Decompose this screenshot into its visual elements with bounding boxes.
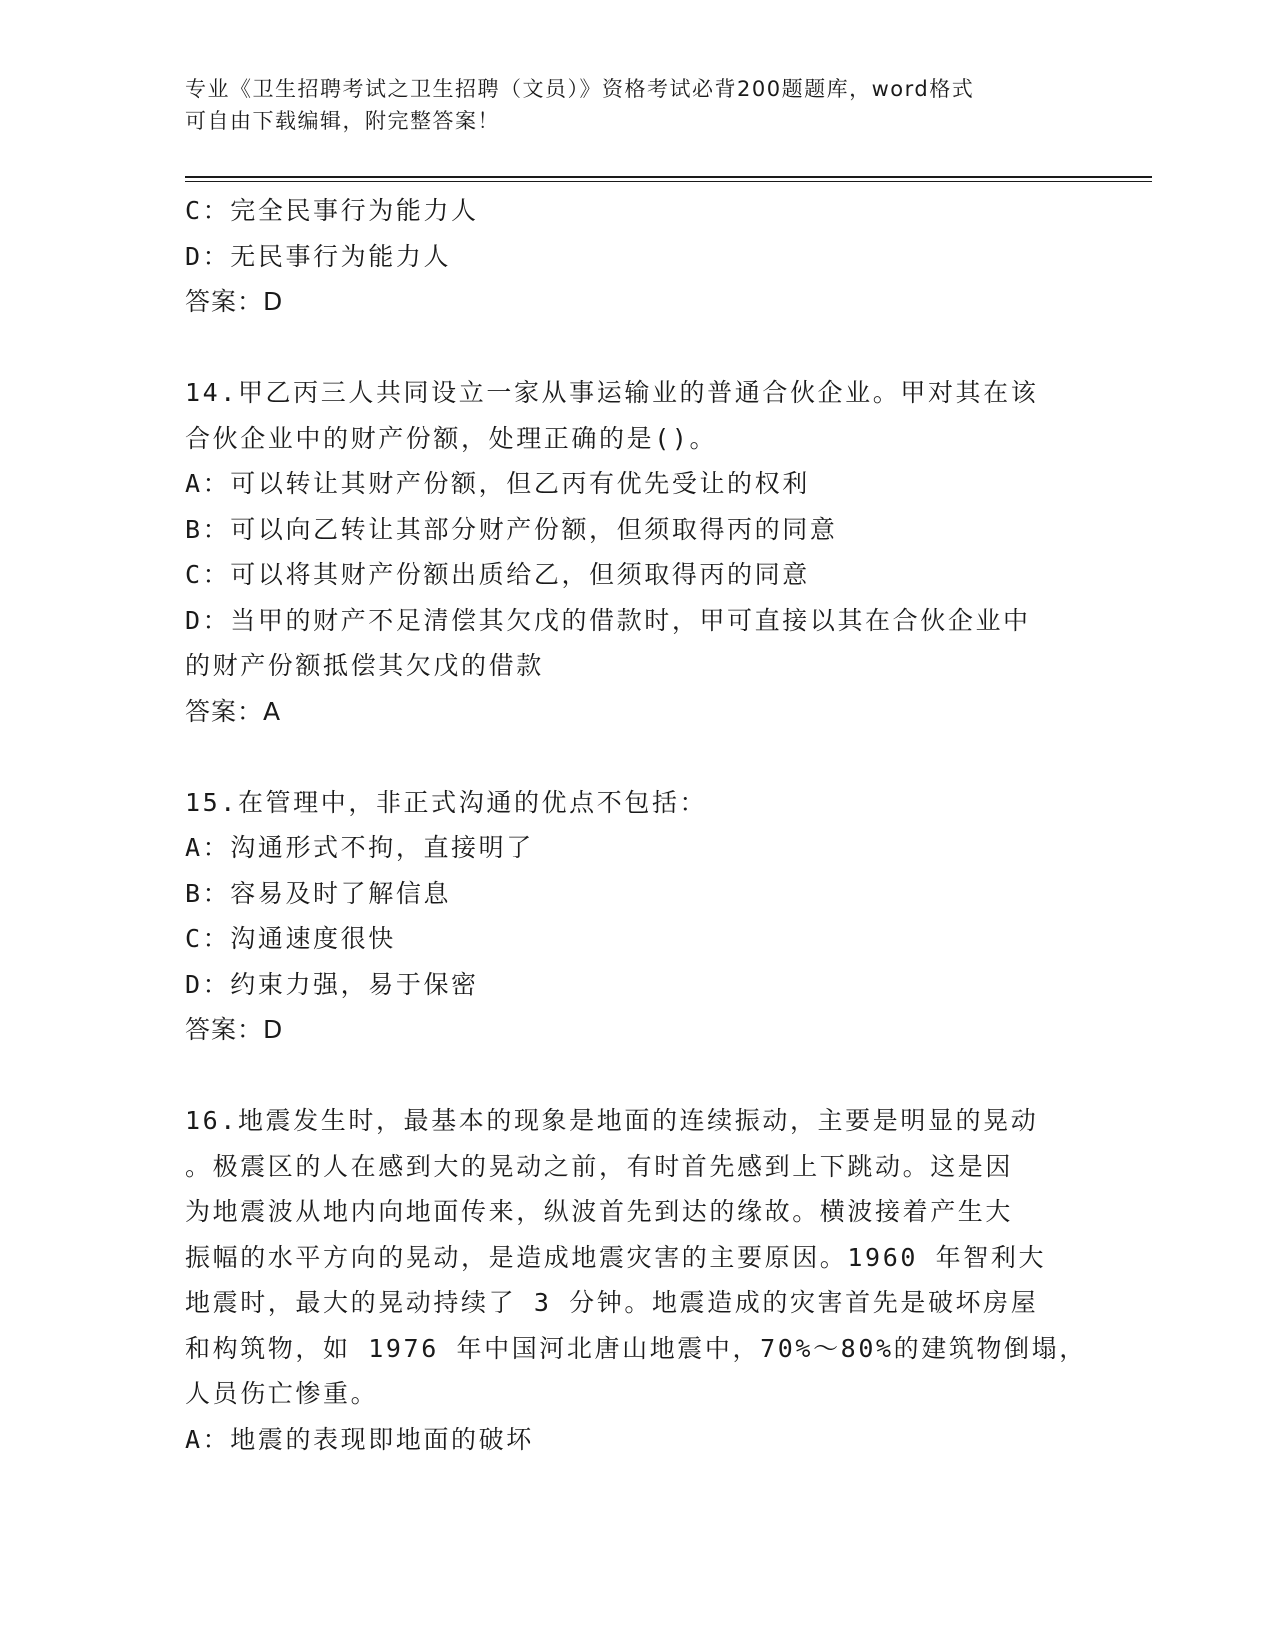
option-a: A：地震的表现即地面的破坏 — [185, 1424, 534, 1454]
header-divider-thin — [185, 181, 1152, 182]
spacer — [185, 734, 1065, 780]
document-header — [185, 73, 1065, 137]
option-b: B：可以向乙转让其部分财产份额，但须取得丙的同意 — [185, 514, 838, 544]
spacer — [185, 325, 1065, 371]
option-c: C：可以将其财产份额出质给乙，但须取得丙的同意 — [185, 560, 810, 589]
option-c: C：沟通速度很快 — [185, 924, 396, 953]
header-title-line-1: 专业《卫生招聘考试之卫生招聘（文员）》资格考试必背200题题库，word格式 — [185, 77, 975, 101]
question-14 — [185, 370, 1065, 734]
question-stem: 。极震区的人在感到大的晃动之前，有时首先感到上下跳动。这是因 — [185, 1151, 1014, 1181]
option-d: D：约束力强，易于保密 — [185, 969, 479, 999]
question-15 — [185, 780, 1065, 1053]
question-stem: 为地震波从地内向地面传来，纵波首先到达的缘故。横波接着产生大 — [185, 1197, 1014, 1226]
question-stem: 和构筑物，如 1976 年中国河北唐山地震中，70%～80%的建筑物倒塌， — [185, 1333, 1087, 1363]
option-d: D：当甲的财产不足清偿其欠戊的借款时，甲可直接以其在合伙企业中 — [185, 605, 1031, 635]
option-a: A：可以转让其财产份额，但乙丙有优先受让的权利 — [185, 469, 810, 498]
question-stem: 15.在管理中，非正式沟通的优点不包括： — [185, 787, 708, 817]
answer: 答案：D — [185, 287, 284, 316]
option-b: B：容易及时了解信息 — [185, 878, 452, 908]
header-divider-thick — [185, 176, 1152, 178]
question-stem: 16.地震发生时，最基本的现象是地面的连续振动，主要是明显的晃动 — [185, 1106, 1039, 1135]
option-c: C：完全民事行为能力人 — [185, 196, 479, 225]
option-d-continued: 的财产份额抵偿其欠戊的借款 — [185, 651, 544, 680]
option-a: A：沟通形式不拘，直接明了 — [185, 833, 534, 862]
header-title-line-2: 可自由下载编辑，附完整答案！ — [185, 109, 500, 133]
answer: 答案：D — [185, 1015, 284, 1044]
question-13-tail — [185, 188, 1065, 325]
option-d: D：无民事行为能力人 — [185, 241, 452, 271]
spacer — [185, 1053, 1065, 1099]
question-stem: 振幅的水平方向的晃动，是造成地震灾害的主要原因。1960 年智利大 — [185, 1242, 1047, 1272]
question-stem: 人员伤亡惨重。 — [185, 1379, 379, 1408]
question-stem: 14.甲乙丙三人共同设立一家从事运输业的普通合伙企业。甲对其在该 — [185, 378, 1039, 407]
question-stem: 地震时，最大的晃动持续了 3 分钟。地震造成的灾害首先是破坏房屋 — [185, 1288, 1039, 1317]
answer: 答案：A — [185, 696, 282, 726]
question-16 — [185, 1098, 1087, 1462]
question-content — [185, 188, 1087, 1462]
question-stem: 合伙企业中的财产份额，处理正确的是()。 — [185, 423, 718, 453]
